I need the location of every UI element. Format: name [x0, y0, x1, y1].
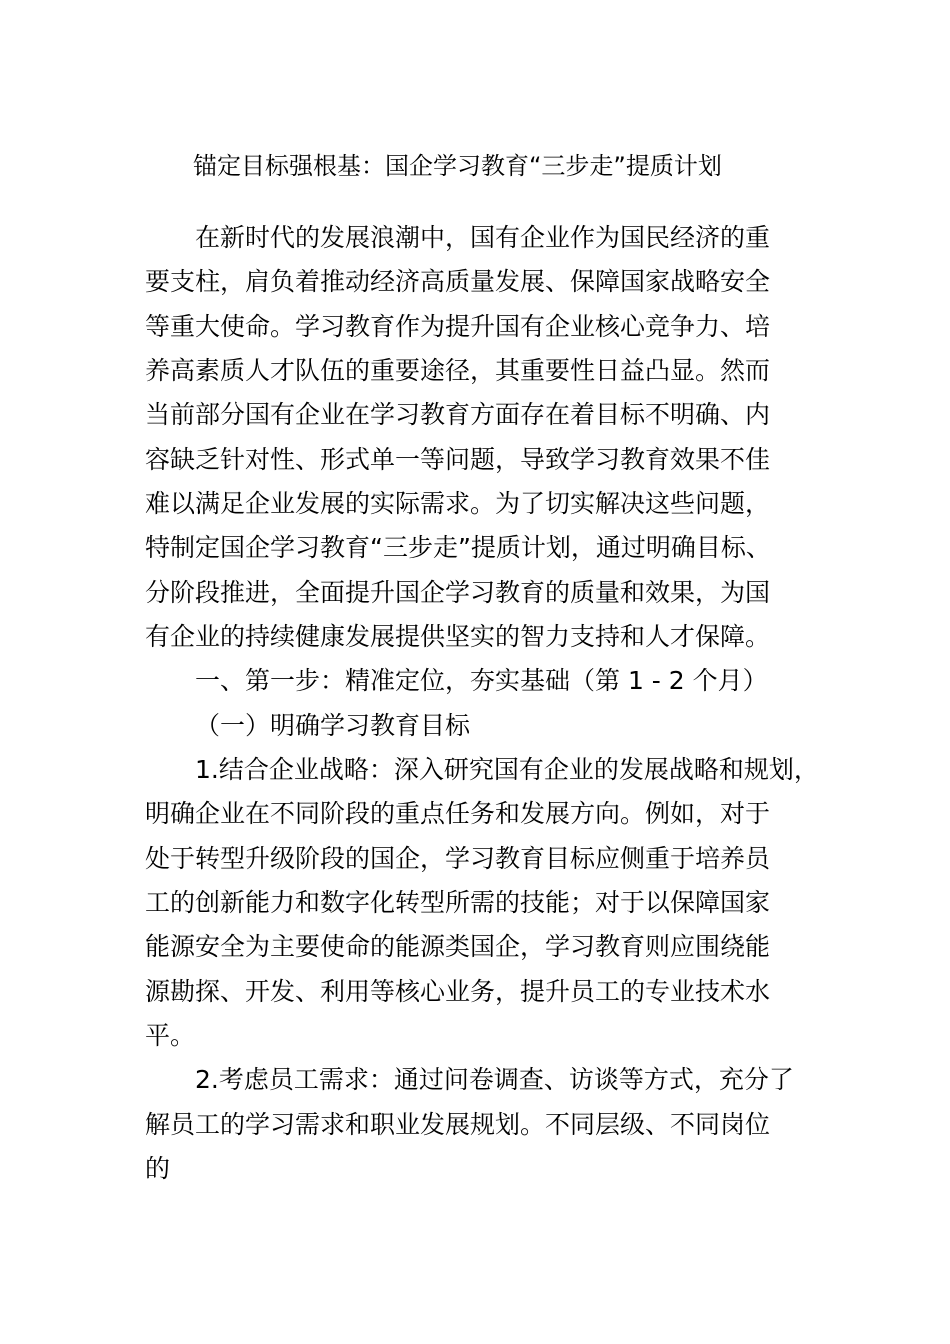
body-line: 难以满足企业发展的实际需求。为了切实解决这些问题， [145, 489, 771, 518]
body-line: 解员工的学习需求和职业发展规划。不同层级、不同岗位 [145, 1110, 771, 1139]
body-line: 有企业的持续健康发展提供坚实的智力支持和人才保障。 [145, 622, 771, 651]
body-line: 平。 [145, 1021, 196, 1050]
subsection-heading: （一）明确学习教育目标 [195, 711, 471, 740]
document-title: 锚定目标强根基：国企学习教育“三步走”提质计划 [193, 152, 722, 180]
body-line: 源勘探、开发、利用等核心业务，提升员工的专业技术水 [145, 977, 771, 1006]
body-line: 1.结合企业战略：深入研究国有企业的发展战略和规划， [195, 755, 819, 784]
body-line: 当前部分国有企业在学习教育方面存在着目标不明确、内 [145, 400, 771, 429]
body-line: 特制定国企学习教育“三步走”提质计划，通过明确目标、 [145, 533, 771, 562]
section-heading: 一、第一步：精准定位，夯实基础（第 1 - 2 个月） [195, 666, 768, 695]
body-line: 明确企业在不同阶段的重点任务和发展方向。例如，对于 [145, 799, 771, 828]
body-line: 要支柱，肩负着推动经济高质量发展、保障国家战略安全 [145, 267, 771, 296]
body-line: 在新时代的发展浪潮中，国有企业作为国民经济的重 [195, 223, 771, 252]
body-line: 等重大使命。学习教育作为提升国有企业核心竞争力、培 [145, 312, 771, 341]
body-line: 工的创新能力和数字化转型所需的技能；对于以保障国家 [145, 888, 771, 917]
body-line: 的 [145, 1154, 171, 1183]
body-line: 处于转型升级阶段的国企，学习教育目标应侧重于培养员 [145, 844, 771, 873]
body-line: 分阶段推进，全面提升国企学习教育的质量和效果，为国 [145, 578, 771, 607]
body-line: 养高素质人才队伍的重要途径，其重要性日益凸显。然而 [145, 356, 771, 385]
body-line: 能源安全为主要使命的能源类国企，学习教育则应围绕能 [145, 932, 771, 961]
body-line: 容缺乏针对性、形式单一等问题，导致学习教育效果不佳 [145, 445, 771, 474]
body-line: 2.考虑员工需求：通过问卷调查、访谈等方式，充分了 [195, 1065, 794, 1094]
